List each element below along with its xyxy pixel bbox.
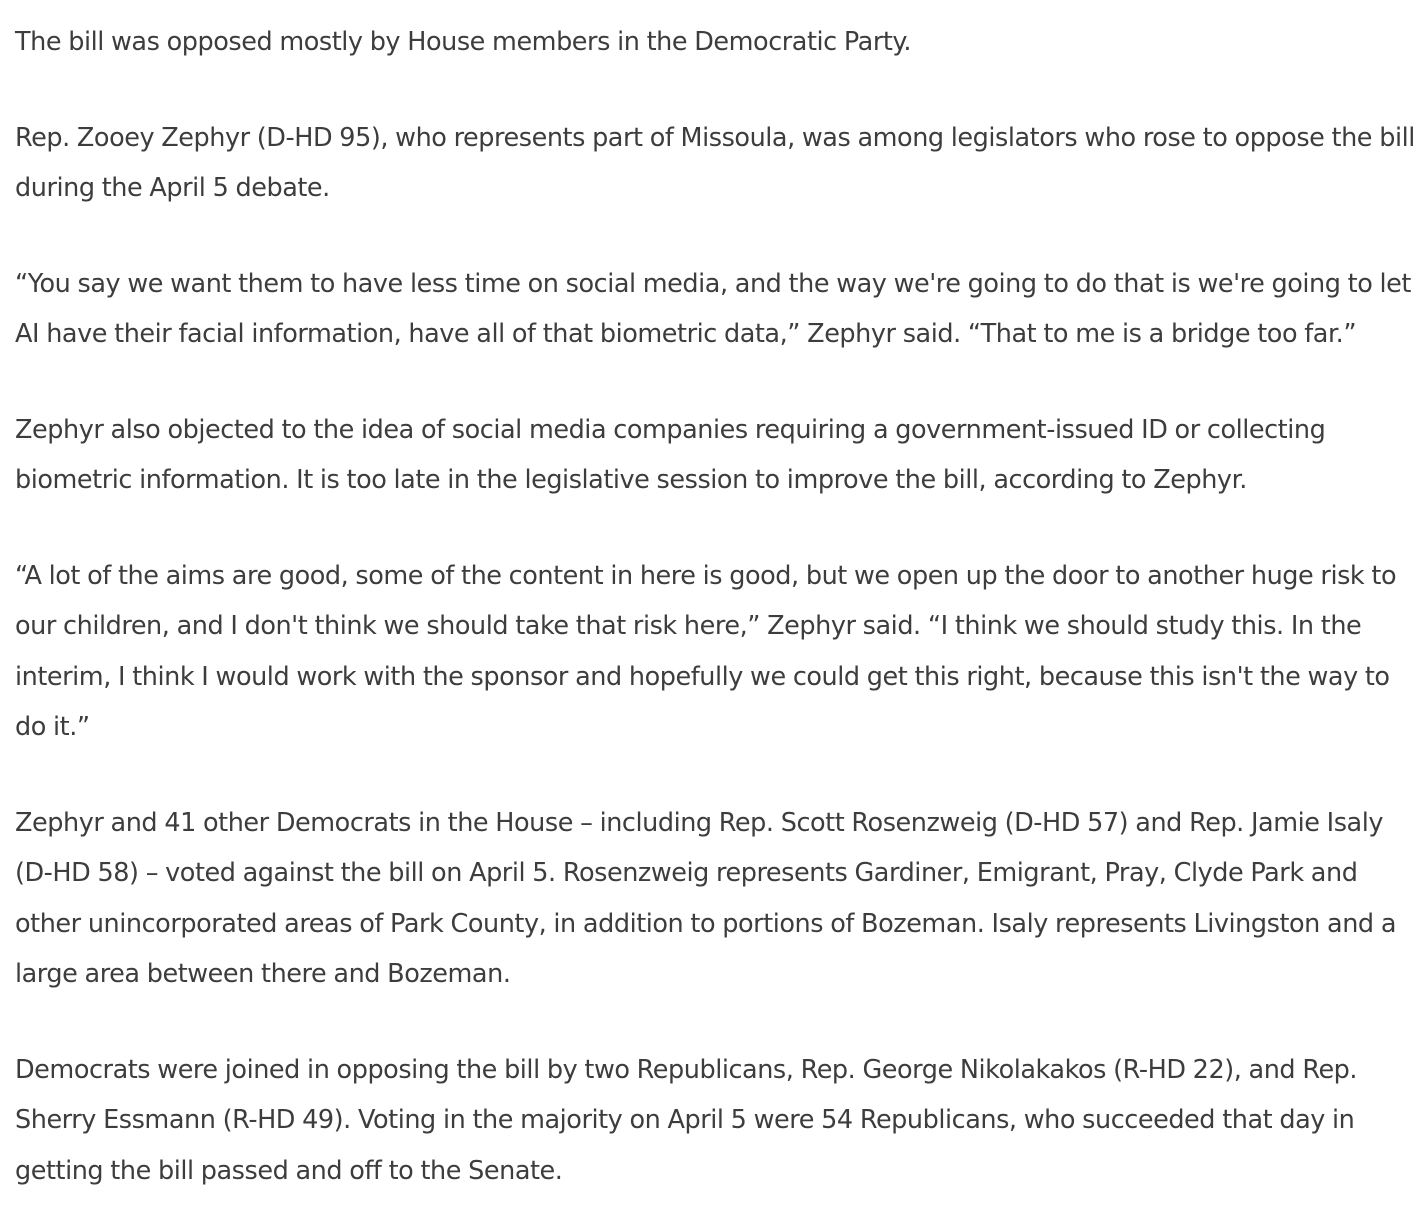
article-body [15, 17, 1417, 1196]
article-paragraph: Democrats were joined in opposing the bill by two Republicans, Rep. George Nikolakakos (R-HD 22), and Rep. Sherry Essmann (R-HD 49). Voting in the majority on April 5 were 54 Republicans, who succeeded that day in getting the bill passed and off to the Senate. [15, 1054, 1358, 1186]
article-paragraph: Zephyr and 41 other Democrats in the House – including Rep. Scott Rosenzweig (D-HD 57) and Rep. Jamie Isaly (D-HD 58) – voted against the bill on April 5. Rosenzweig represents Gardiner, Emigrant, Pray, Clyde Park and other unincorporated areas of Park County, in addition to portions of Bozeman. Isaly represents Livingston and a large area between there and Bozeman. [15, 807, 1396, 989]
article-paragraph: Rep. Zooey Zephyr (D-HD 95), who represents part of Missoula, was among legislators who rose to oppose the bill during the April 5 debate. [15, 122, 1415, 203]
article-paragraph: “You say we want them to have less time on social media, and the way we're going to do that is we're going to let AI have their facial information, have all of that biometric data,” Zephyr said. “That to me is a bridge too far.” [15, 268, 1411, 349]
article-paragraph: “A lot of the aims are good, some of the content in here is good, but we open up the door to another huge risk to our children, and I don't think we should take that risk here,” Zephyr said. “I think we should study this. In the interim, I think I would work with the sponsor and hopefully we could get this right, because this isn't the way to do it.” [15, 560, 1397, 742]
article-paragraph: Zephyr also objected to the idea of social media companies requiring a government-issued ID or collecting biometric information. It is too late in the legislative session to improve the bill, according to Zephyr. [15, 414, 1326, 495]
article-paragraph: The bill was opposed mostly by House members in the Democratic Party. [15, 27, 912, 57]
